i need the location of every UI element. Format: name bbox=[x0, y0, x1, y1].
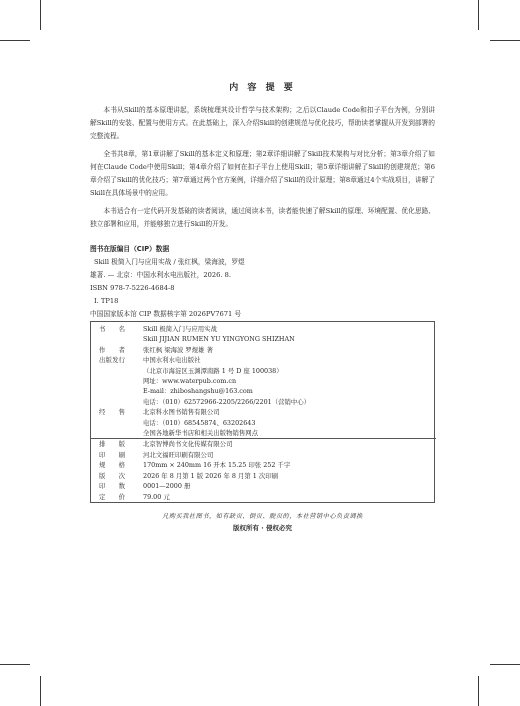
info-value bbox=[139, 450, 436, 460]
info-label: 定 价 bbox=[99, 492, 125, 501]
info-value bbox=[139, 322, 436, 345]
info-row-title bbox=[91, 322, 436, 345]
info-label: 版 次 bbox=[99, 471, 125, 480]
info-line: 河北文福旺印刷有限公司 bbox=[143, 450, 214, 459]
info-label: 作 者 bbox=[99, 345, 125, 354]
info-value bbox=[139, 471, 436, 481]
info-row-price bbox=[91, 492, 436, 502]
info-line: 2026 年 8 月第 1 版 2026 年 8 月第 1 次印刷 bbox=[143, 471, 279, 480]
info-row-author bbox=[91, 345, 436, 355]
info-value bbox=[139, 492, 436, 502]
info-line: Skill 极简入门与应用实战 bbox=[143, 325, 217, 333]
info-line: 北京智博尚书文化传媒有限公司 bbox=[143, 440, 233, 449]
info-row-printing bbox=[91, 450, 436, 460]
publication-info-table bbox=[91, 322, 436, 502]
summary-paragraph-2: 全书共8章，第1章讲解了Skill的基本定义和原理；第2章详细讲解了Skill技术架构与对比分析；第3章介绍了如何在Claude Code中使用Skill；第4章介绍了如何在扣子平台上使用Skill；第5章详细讲解了Skill的创建规范；第6章介绍了Skill的优化技巧；第7章通过两个官方案例，详细介绍了Skill的设计原理；第8章通过4个实战项目，讲解了Skill在具体场景中的应用。 bbox=[90, 150, 435, 197]
info-label: 印 刷 bbox=[99, 450, 125, 459]
cip-heading: 图书在版编目（CIP）数据 bbox=[90, 245, 170, 253]
rights-reserved: 版权所有 · 侵权必究 bbox=[233, 523, 292, 532]
info-label: 印 数 bbox=[99, 482, 125, 491]
info-line: 网址：www.waterpub.com.cn bbox=[143, 377, 237, 386]
info-line: 北京科水图书销售有限公司 bbox=[143, 408, 220, 417]
crop-mark-top-right-h bbox=[490, 40, 520, 41]
info-line: 全国各地新华书店和相关出版物销售网点 bbox=[143, 429, 259, 438]
cip-line-5: 中国国家版本馆 CIP 数据核字第 2026PV7671 号 bbox=[90, 310, 242, 318]
info-line: 中国水利水电出版社 bbox=[143, 356, 201, 365]
info-line: 170mm × 240mm 16 开本 15.25 印张 252 千字 bbox=[143, 461, 291, 470]
info-value bbox=[139, 355, 436, 407]
info-label: 出版发行 bbox=[99, 356, 125, 365]
crop-mark-top-left-v bbox=[40, 0, 41, 30]
info-line: Skill JIJIAN RUMEN YU YINGYONG SHIZHAN bbox=[143, 335, 295, 344]
info-row-typesetting bbox=[91, 439, 436, 450]
cip-line-4: Ⅰ. TP18 bbox=[94, 297, 119, 305]
info-line: 电话：（010）62572966-2205/2266/2201（营销中心） bbox=[143, 397, 311, 406]
info-line: 张红枫 梁海波 罗煜雄 著 bbox=[143, 345, 213, 354]
summary-title: 内 容 提 要 bbox=[229, 83, 296, 93]
cip-line-2: 雄著. — 北京：中国水利水电出版社，2026. 8. bbox=[90, 271, 232, 279]
crop-mark-bottom-left-v bbox=[40, 676, 41, 706]
summary-paragraph-1: 本书从Skill的基本原理讲起，系统梳理其设计哲学与技术架构；之后以Claude Code和扣子平台为例，分别讲解Skill的安装、配置与使用方式。在此基础上，深入介绍Skill的创建规范与优化技巧，帮助读者掌握从开发到部署的完整流程。 bbox=[90, 106, 435, 140]
crop-mark-bottom-right-h bbox=[490, 664, 520, 665]
crop-mark-bottom-left-h bbox=[0, 664, 30, 665]
copyright-page bbox=[90, 80, 435, 532]
info-row-distribution bbox=[91, 407, 436, 439]
info-line: 0001—2000 册 bbox=[143, 482, 191, 491]
info-label: 经 售 bbox=[99, 408, 125, 417]
info-line: （北京市海淀区玉渊潭南路 1 号 D 座 100038） bbox=[143, 366, 283, 375]
replacement-notice: 凡购买我社图书，如有缺页、倒页、脱页的，本社营销中心负责调换 bbox=[162, 512, 363, 520]
info-label: 排 版 bbox=[91, 439, 139, 450]
info-line: E-mail：zhiboshangshu@163.com bbox=[143, 387, 253, 396]
summary-paragraph-3: 本书适合有一定代码开发基础的读者阅读，通过阅读本书，读者能快速了解Skill的原理、环境配置、优化思路、独立部署和应用，并能够独立进行Skill的开发。 bbox=[90, 207, 435, 228]
crop-mark-top-left-h bbox=[0, 40, 30, 41]
info-label: 书 名 bbox=[99, 325, 125, 333]
publication-info-box bbox=[90, 321, 435, 503]
crop-mark-top-right-v bbox=[478, 0, 479, 30]
info-row-publisher bbox=[91, 355, 436, 407]
info-row-edition bbox=[91, 471, 436, 481]
info-line: 电话：（010）68545874、63202643 bbox=[143, 418, 256, 427]
info-value bbox=[139, 460, 436, 470]
info-value bbox=[139, 481, 436, 491]
cip-line-1: Skill 极简入门与应用实战 / 张红枫，梁海波，罗煜 bbox=[94, 258, 245, 266]
info-value bbox=[139, 345, 436, 355]
info-value bbox=[139, 439, 436, 450]
info-row-print-run bbox=[91, 481, 436, 491]
cip-line-3: ISBN 978-7-5226-4684-8 bbox=[90, 284, 175, 292]
info-row-format bbox=[91, 460, 436, 470]
crop-mark-bottom-right-v bbox=[478, 676, 479, 706]
info-value bbox=[139, 407, 436, 439]
info-label: 规 格 bbox=[99, 461, 125, 470]
info-line: 79.00 元 bbox=[143, 492, 170, 501]
